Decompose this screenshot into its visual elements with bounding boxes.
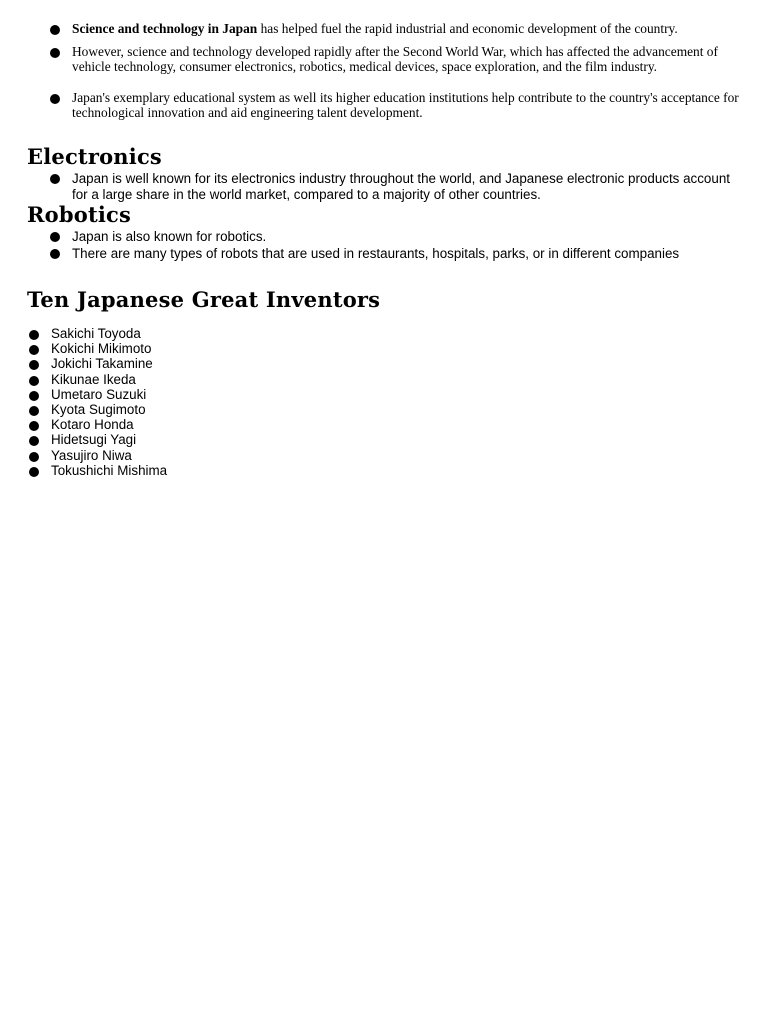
list-item [50, 171, 740, 202]
list-item [29, 372, 329, 387]
intro-text: However, science and technology developed rapidly after the Second World War, which has affected the advancement of vehicle technology, consumer electronics, robotics, medical devices, space exploration, and the film industry. [72, 44, 718, 74]
inventor-name: Sakichi Toyoda [51, 326, 141, 341]
list-item [50, 229, 740, 245]
bullet-icon [50, 94, 60, 104]
electronics-heading: Electronics [27, 144, 162, 169]
intro-text: Japan's exemplary educational system as well its higher education institutions help contribute to the country's acceptance for technological innovation and aid engineering talent development. [72, 90, 739, 120]
inventor-name: Yasujiro Niwa [51, 447, 132, 463]
bullet-icon [29, 360, 39, 370]
list-item [29, 387, 329, 402]
bullet-icon [29, 467, 39, 477]
list-item-text: There are many types of robots that are used in restaurants, hospitals, parks, or in different companies [72, 246, 680, 261]
list-item [29, 448, 329, 463]
bullet-icon [50, 25, 60, 35]
bullet-icon [29, 452, 39, 462]
bullet-icon [29, 406, 39, 416]
inventor-name: Tokushichi Mishima [51, 462, 168, 478]
list-item [50, 44, 740, 74]
list-item [29, 326, 329, 341]
bullet-icon [29, 330, 39, 340]
robotics-heading: Robotics [27, 202, 132, 227]
list-item-text: Japan is also known for robotics. [72, 229, 267, 244]
bullet-icon [29, 421, 39, 431]
intro-bold-phrase: Science and technology in Japan [72, 21, 258, 36]
bullet-icon [29, 436, 39, 446]
list-item-text: Japan is well known for its electronics industry throughout the world, and Japanese electronic products account for a large share in the world market, compared to a majority of other countries. [72, 171, 730, 202]
intro-text: has helped fuel the rapid industrial and economic development of the country. [257, 21, 678, 36]
bullet-icon [29, 376, 39, 386]
list-item [50, 246, 740, 262]
electronics-bullet-list [50, 171, 740, 202]
list-item [29, 463, 329, 478]
inventor-name: Kyota Sugimoto [51, 402, 146, 418]
robotics-bullet-list [50, 229, 740, 262]
inventor-name: Kikunae Ikeda [51, 371, 136, 387]
inventor-name: Umetaro Suzuki [51, 386, 147, 402]
list-item [29, 417, 329, 432]
inventor-name: Kokichi Mikimoto [51, 341, 152, 357]
list-item [29, 341, 329, 356]
bullet-icon [50, 48, 60, 58]
list-item [29, 356, 329, 371]
list-item [50, 90, 740, 120]
inventor-name: Jokichi Takamine [51, 356, 153, 372]
bullet-icon [50, 249, 60, 259]
bullet-icon [50, 232, 60, 242]
intro-bullet-list [50, 21, 740, 120]
list-item [29, 402, 329, 417]
bullet-icon [50, 174, 60, 184]
inventors-bullet-list [29, 326, 329, 478]
inventor-name: Hidetsugi Yagi [51, 432, 137, 448]
inventor-name: Kotaro Honda [51, 417, 134, 433]
list-item [29, 432, 329, 447]
list-item [50, 21, 740, 36]
bullet-icon [29, 391, 39, 401]
inventors-heading: Ten Japanese Great Inventors [27, 287, 381, 312]
bullet-icon [29, 345, 39, 355]
